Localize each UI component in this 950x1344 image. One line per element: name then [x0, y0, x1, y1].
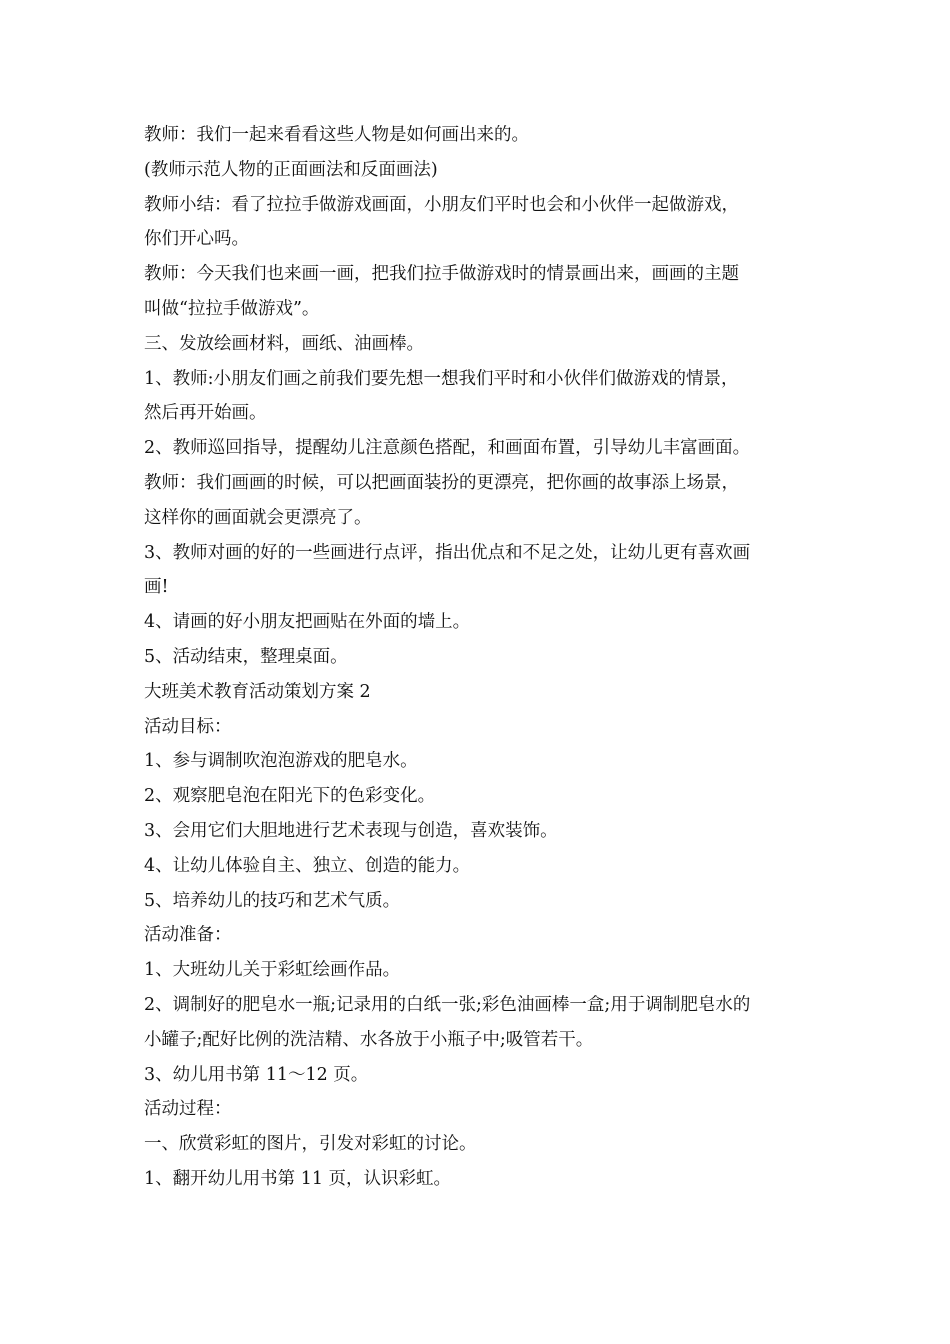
section-heading: 活动目标： — [144, 716, 232, 737]
list-item: 2、调制好的肥皂水一瓶;记录用的白纸一张;彩色油画棒一盒;用于调制肥皂水的 — [144, 994, 751, 1015]
text-line: 教师：我们一起来看看这些人物是如何画出来的。 — [144, 125, 529, 145]
section-heading: 活动过程： — [144, 1099, 232, 1120]
plan-title: 大班美术教育活动策划方案 2 — [144, 681, 371, 702]
list-item: 1、翻开幼儿用书第 11 页，认识彩虹。 — [144, 1168, 452, 1189]
text-line: 画! — [144, 577, 169, 598]
text-line: 3、教师对画的好的一些画进行点评，指出优点和不足之处，让幼儿更有喜欢画 — [144, 542, 751, 563]
text-line: (教师示范人物的正面画法和反面画法) — [144, 159, 438, 180]
list-item: 3、幼儿用书第 11～12 页。 — [144, 1064, 369, 1085]
list-item: 1、参与调制吹泡泡游戏的肥皂水。 — [144, 751, 418, 772]
text-line: 教师：我们画画的时候，可以把画面装扮的更漂亮，把你画的故事添上场景， — [144, 472, 739, 493]
text-line: 这样你的画面就会更漂亮了。 — [144, 507, 372, 528]
text-line: 然后再开始画。 — [144, 403, 267, 424]
text-line: 小罐子;配好比例的洗洁精、水各放于小瓶子中;吸管若干。 — [144, 1029, 594, 1050]
text-line: 教师：今天我们也来画一画，把我们拉手做游戏时的情景画出来，画画的主题 — [144, 264, 739, 285]
list-item: 4、让幼儿体验自主、独立、创造的能力。 — [144, 855, 471, 876]
list-item: 2、观察肥皂泡在阳光下的色彩变化。 — [144, 786, 436, 807]
text-line: 2、教师巡回指导，提醒幼儿注意颜色搭配，和画面布置，引导幼儿丰富画面。 — [144, 438, 751, 459]
text-line: 5、活动结束，整理桌面。 — [144, 646, 348, 667]
section-heading: 三、发放绘画材料，画纸、油画棒。 — [144, 333, 424, 354]
list-item: 5、培养幼儿的技巧和艺术气质。 — [144, 890, 401, 911]
section-heading: 一、欣赏彩虹的图片，引发对彩虹的讨论。 — [144, 1134, 477, 1155]
list-item: 3、会用它们大胆地进行艺术表现与创造，喜欢装饰。 — [144, 820, 558, 841]
document-body — [144, 118, 814, 1197]
text-line: 教师小结：看了拉拉手做游戏画面，小朋友们平时也会和小伙伴一起做游戏， — [144, 194, 739, 215]
section-heading: 活动准备： — [144, 925, 232, 946]
text-line: 4、请画的好小朋友把画贴在外面的墙上。 — [144, 612, 471, 633]
list-item: 1、大班幼儿关于彩虹绘画作品。 — [144, 960, 401, 981]
text-line: 叫做“拉拉手做游戏”。 — [144, 298, 320, 319]
text-line: 你们开心吗。 — [144, 229, 249, 250]
text-line: 1、教师:小朋友们画之前我们要先想一想我们平时和小伙伴们做游戏的情景， — [144, 368, 739, 389]
